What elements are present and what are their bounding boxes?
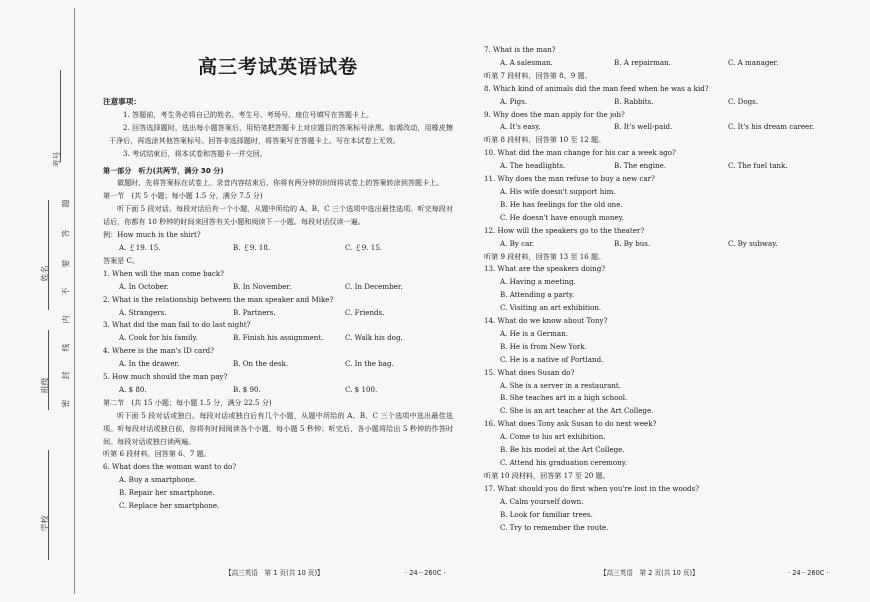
example-question: 例：How much is the shirt? <box>103 230 201 240</box>
seal-char: 密 <box>61 399 71 408</box>
option: A. Strangers. <box>119 307 167 317</box>
sec2-heading: 第二节 (共 15 小题；每小题 1.5 分，满分 22.5 分) <box>103 397 272 407</box>
kaohao-line <box>60 70 61 162</box>
option: A. Come to his art exhibition. <box>500 432 606 442</box>
options <box>103 358 453 371</box>
option: C. In December. <box>345 281 403 291</box>
option: B. Look for familiar trees. <box>500 509 593 519</box>
part1-intro: 做题时，先将答案标在试卷上。录音内容结束后，你将有两分钟的时间将试卷上的答案转涂到答题卡上。 <box>117 178 444 188</box>
option: A. Buy a smartphone. <box>119 475 197 485</box>
label-xuexiao: 学校 <box>40 515 50 532</box>
option: C. By subway. <box>728 238 778 248</box>
option: B. The engine. <box>614 161 667 171</box>
seal-char: 线 <box>61 343 71 352</box>
option: B. ￡9. 18. <box>233 242 271 252</box>
notice-heading: 注意事项： <box>103 97 141 106</box>
options <box>484 96 854 109</box>
option: B. Attending a party. <box>500 290 575 300</box>
options <box>103 281 453 294</box>
option: A. In October. <box>119 281 169 291</box>
option: B. A repairman. <box>614 57 671 67</box>
seal-char: 不 <box>61 287 71 296</box>
option: B. He is from New York. <box>500 341 587 351</box>
seal-char: 内 <box>61 315 71 324</box>
option: A. $ 80. <box>119 384 147 394</box>
option: C. Dogs. <box>728 96 759 106</box>
option: A. She is a server in a restaurant. <box>500 380 621 390</box>
material-instruction: 听第 8 段材料，回答第 10 至 12 题。 <box>484 135 606 145</box>
options <box>484 238 854 251</box>
part1-heading: 第一部分 听力(共两节，满分 30 分) <box>103 165 224 175</box>
question: 9. Why does the man apply for the job? <box>484 109 625 119</box>
notice-item: 3. 考试结束后，将本试卷和答题卡一并交回。 <box>123 148 267 158</box>
sec1-heading: 第一节 (共 5 小题；每小题 1.5 分，满分 7.5 分) <box>103 191 263 201</box>
option: A. Cook for his family. <box>119 333 198 343</box>
margin-rule <box>74 8 75 594</box>
seal-char: 题 <box>61 199 71 208</box>
xingming-line <box>48 200 49 310</box>
option: A. Calm yourself down. <box>500 496 584 506</box>
option: C. She is an art teacher at the Art College. <box>500 406 654 416</box>
seal-char: 封 <box>61 371 71 380</box>
option: C. A manager. <box>728 57 779 67</box>
option: B. Partners. <box>233 307 276 317</box>
footer-code-left: · 24－260C · <box>405 569 446 577</box>
options <box>103 332 453 345</box>
material-instruction: 听第 9 段材料，回答第 13 至 16 题。 <box>484 251 606 261</box>
option: C. The fuel tank. <box>728 161 788 171</box>
question: 4. Where is the man's ID card? <box>103 346 215 356</box>
question: 8. Which kind of animals did the man feed when he was a kid? <box>484 83 709 93</box>
option: A. A salesman. <box>500 57 553 67</box>
options <box>484 57 854 70</box>
option: C. Friends. <box>345 307 385 317</box>
question: 12. How will the speakers go to the theater? <box>484 225 645 235</box>
option: C. ￡9. 15. <box>345 242 383 252</box>
material-instruction: 听第 6 段材料，回答第 6、7 题。 <box>103 449 211 459</box>
example-answer: 答案是 C。 <box>103 255 140 265</box>
label-xingming: 姓名 <box>40 265 50 282</box>
option: A. By car. <box>500 238 535 248</box>
sec1-intro: 听下面 5 段对话。每段对话后有一个小题，从题中所给的 A、B、C 三个选项中选出最佳选项。听完每段对话后，你都有 10 秒钟的时间来回答有关小题和阅读下一小题。每段对话仅读一遍。 <box>103 204 453 227</box>
option: C. Replace her smartphone. <box>119 501 220 511</box>
option: A. He is a German. <box>500 328 568 338</box>
option: A. ￡19. 15. <box>119 242 161 252</box>
seal-char: 答 <box>61 229 71 238</box>
footer-page-right: 【高三英语 第 2 页(共 10 页)】 <box>600 569 699 577</box>
question: 6. What does the woman want to do? <box>103 462 237 472</box>
option: C. He is a native of Portland. <box>500 354 604 364</box>
footer-page-left: 【高三英语 第 1 页(共 10 页)】 <box>225 569 324 577</box>
material-instruction: 听第 7 段材料，回答第 8、9 题。 <box>484 70 592 80</box>
banji-line <box>48 330 49 410</box>
options <box>103 384 453 397</box>
material-instruction: 听第 10 段材料，回答第 17 至 20 题。 <box>484 470 610 480</box>
question: 7. What is the man? <box>484 45 556 54</box>
question: 17. What should you do first when you're lost in the woods? <box>484 483 700 493</box>
option: C. Attend his graduation ceremony. <box>500 458 628 467</box>
left-column <box>103 96 453 513</box>
question: 2. What is the relationship between the man speaker and Mike? <box>103 294 334 304</box>
option: B. Repair her smartphone. <box>119 488 215 498</box>
option: B. Be his model at the Art College. <box>500 445 625 455</box>
option: B. $ 90. <box>233 384 261 394</box>
option: B. Rabbits. <box>614 96 654 106</box>
question: 1. When will the man come back? <box>103 268 224 278</box>
binding-margin <box>0 0 78 602</box>
question: 14. What do we know about Tony? <box>484 316 608 326</box>
option: A. It's easy. <box>500 122 541 132</box>
option: C. It's his dream career. <box>728 122 815 132</box>
option: B. It's well-paid. <box>614 122 673 132</box>
options <box>484 121 854 134</box>
page-title: 高三考试英语试卷 <box>197 56 358 78</box>
example-options <box>103 242 453 255</box>
label-banji: 班级 <box>40 377 50 394</box>
option: B. On the desk. <box>233 359 289 369</box>
question: 16. What does Tony ask Susan to do next week? <box>484 419 657 429</box>
question: 15. What does Susan do? <box>484 367 575 377</box>
notice-item: 2. 回答选择题时，选出每小题答案后，用铅笔把答题卡上对应题目的答案标号涂黑。如需改动，用橡皮擦干净后，再选涂其他答案标号。回答非选择题时，将答案写在答题卡上。写在本试卷上无效。 <box>109 122 453 145</box>
question: 11. Why does the man refuse to buy a new car? <box>484 174 655 184</box>
option: B. Finish his assignment. <box>233 333 324 343</box>
option: C. He doesn't have enough money. <box>500 212 624 222</box>
option: B. By bus. <box>614 238 651 248</box>
sec2-intro: 听下面 5 段对话或独白。每段对话或独白后有几个小题，从题中所给的 A、B、C 三个选项中选出最佳选项。听每段对话或独白前，你将有时间阅读各个小题，每小题 5 秒钟；听完后，各小题将给出 5 秒钟的作答时间。每段对话或独白读两遍。 <box>103 410 453 446</box>
option: A. The headlights. <box>500 161 566 171</box>
option: C. Visiting an art exhibition. <box>500 303 602 313</box>
option: C. Walk his dog. <box>345 333 403 343</box>
label-kaohao: 考号 <box>52 151 62 168</box>
footer-code-right: · 24－260C · <box>788 569 829 577</box>
option: A. Having a meeting. <box>500 277 576 287</box>
option: A. Pigs. <box>500 96 528 106</box>
question: 3. What did the man fail to do last night? <box>103 320 251 330</box>
seal-char: 要 <box>61 259 71 268</box>
option: B. He has feelings for the old one. <box>500 199 623 209</box>
options <box>103 307 453 320</box>
xuexiao-line <box>48 450 49 560</box>
option: A. His wife doesn't support him. <box>500 186 616 196</box>
question: 5. How much should the man pay? <box>103 372 228 382</box>
question: 13. What are the speakers doing? <box>484 264 606 274</box>
option: C. In the bag. <box>345 359 394 369</box>
notice-item: 1. 答题前，考生务必将自己的姓名、考生号、考场号、座位号填写在答题卡上。 <box>123 109 374 119</box>
option: B. She teaches art in a high school. <box>500 393 628 403</box>
option: B. In November. <box>233 281 292 291</box>
option: A. In the drawer. <box>119 359 180 369</box>
right-column <box>484 44 854 534</box>
question: 10. What did the man change for his car a week ago? <box>484 148 676 158</box>
option: C. Try to remember the route. <box>500 522 609 532</box>
options <box>484 160 854 173</box>
option: C. $ 100. <box>345 384 378 394</box>
